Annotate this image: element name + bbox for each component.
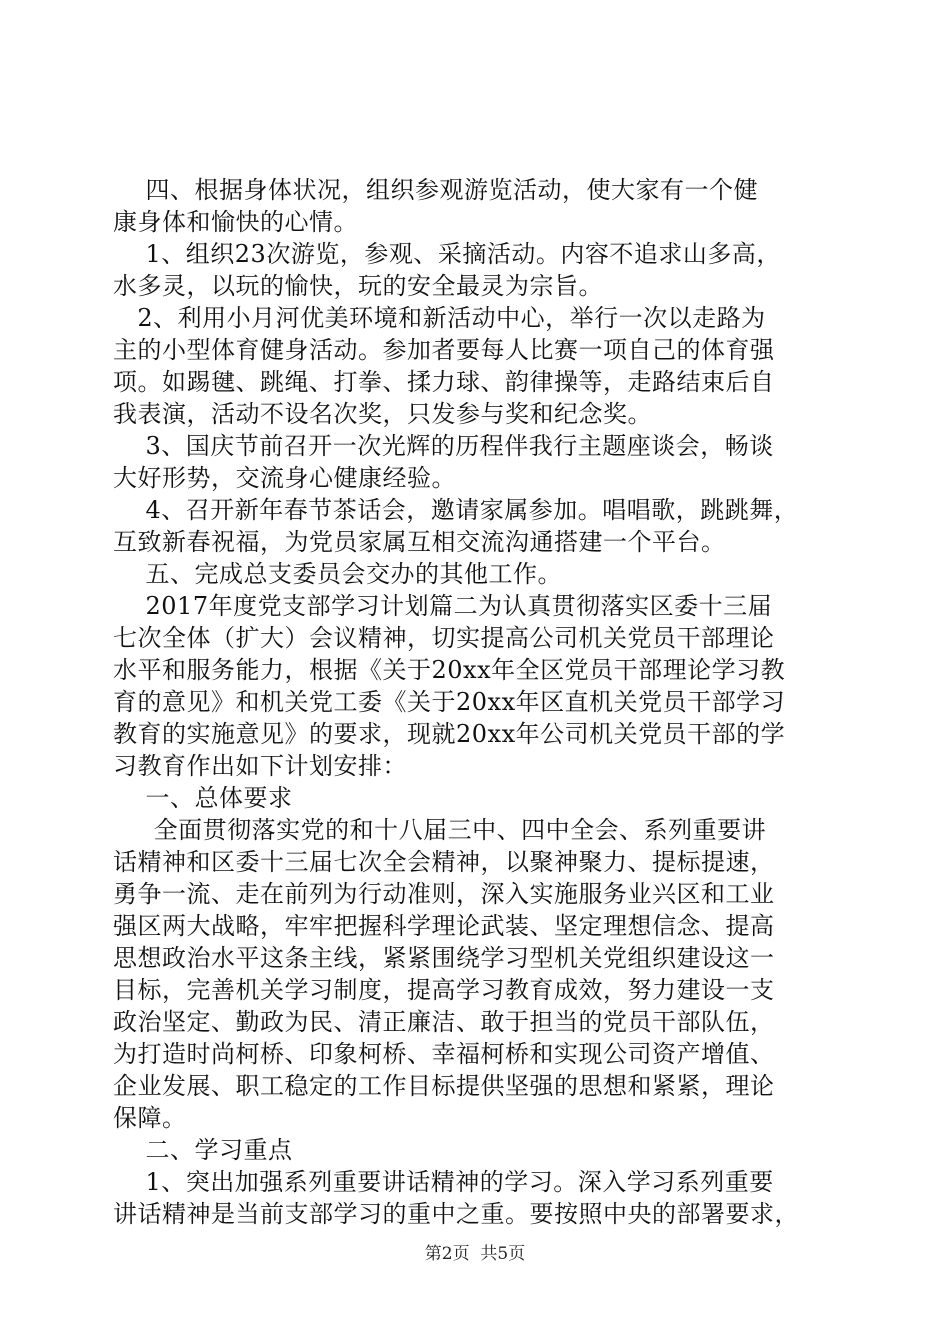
text-line: 项。如踢毽、跳绳、打拳、揉力球、韵律操等，走路结束后自 <box>113 368 775 396</box>
text-line: 强区两大战略，牢牢把握科学理论武装、坚定理想信念、提高 <box>113 912 775 940</box>
section-heading: 一、总体要求 <box>113 784 293 812</box>
text-line: 话精神和区委十三届七次全会精神，以聚神聚力、提标提速， <box>113 848 775 876</box>
text-line: 2017年度党支部学习计划篇二为认真贯彻落实区委十三届 <box>113 592 773 620</box>
page-footer: 第2页 共5页 <box>424 1244 526 1264</box>
text-line: 习教育作出如下计划安排： <box>113 752 407 780</box>
text-line: 勇争一流、走在前列为行动准则，深入实施服务业兴区和工业 <box>113 880 775 908</box>
text-line: 1、突出加强系列重要讲话精神的学习。深入学习系列重要 <box>113 1168 774 1196</box>
text-line: 四、根据身体状况，组织参观游览活动，使大家有一个健 <box>113 176 759 204</box>
text-line: 我表演，活动不设名次奖，只发参与奖和纪念奖。 <box>113 400 652 428</box>
text-line: 企业发展、职工稳定的工作目标提供坚强的思想和紧紧，理论 <box>113 1072 775 1100</box>
text-line: 讲话精神是当前支部学习的重中之重。要按照中央的部署要求， <box>113 1200 799 1228</box>
text-line: 七次全体（扩大）会议精神，切实提高公司机关党员干部理论 <box>113 624 775 652</box>
text-line: 大好形势，交流身心健康经验。 <box>113 464 456 492</box>
text-line: 全面贯彻落实党的和十八届三中、四中全会、系列重要讲 <box>113 816 767 844</box>
text-line: 教育的实施意见》的要求，现就20xx年公司机关党员干部的学 <box>113 720 786 748</box>
document-body <box>113 174 843 1230</box>
text-line: 水多灵，以玩的愉快，玩的安全最灵为宗旨。 <box>113 272 603 300</box>
text-line: 育的意见》和机关党工委《关于20xx年区直机关党员干部学习 <box>113 688 786 716</box>
text-line: 主的小型体育健身活动。参加者要每人比赛一项自己的体育强 <box>113 336 775 364</box>
text-line: 2、利用小月河优美环境和新活动中心，举行一次以走路为 <box>113 304 766 332</box>
text-line: 五、完成总支委员会交办的其他工作。 <box>113 560 563 588</box>
text-line: 思想政治水平这条主线，紧紧围绕学习型机关党组织建设这一 <box>113 944 775 972</box>
text-line: 政治坚定、勤政为民、清正廉洁、敢于担当的党员干部队伍， <box>113 1008 775 1036</box>
text-line: 3、国庆节前召开一次光辉的历程伴我行主题座谈会，畅谈 <box>113 432 774 460</box>
section-heading: 二、学习重点 <box>113 1136 293 1164</box>
text-line: 互致新春祝福，为党员家属互相交流沟通搭建一个平台。 <box>113 528 726 556</box>
text-line: 1、组织23次游览，参观、采摘活动。内容不追求山多高， <box>113 240 781 268</box>
text-line: 水平和服务能力，根据《关于20xx年全区党员干部理论学习教 <box>113 656 786 684</box>
text-line: 为打造时尚柯桥、印象柯桥、幸福柯桥和实现公司资产增值、 <box>113 1040 775 1068</box>
text-line: 4、召开新年春节茶话会，邀请家属参加。唱唱歌，跳跳舞， <box>113 496 799 524</box>
text-line: 目标，完善机关学习制度，提高学习教育成效，努力建设一支 <box>113 976 775 1004</box>
text-line: 保障。 <box>113 1104 187 1132</box>
text-line: 康身体和愉快的心情。 <box>113 208 358 236</box>
